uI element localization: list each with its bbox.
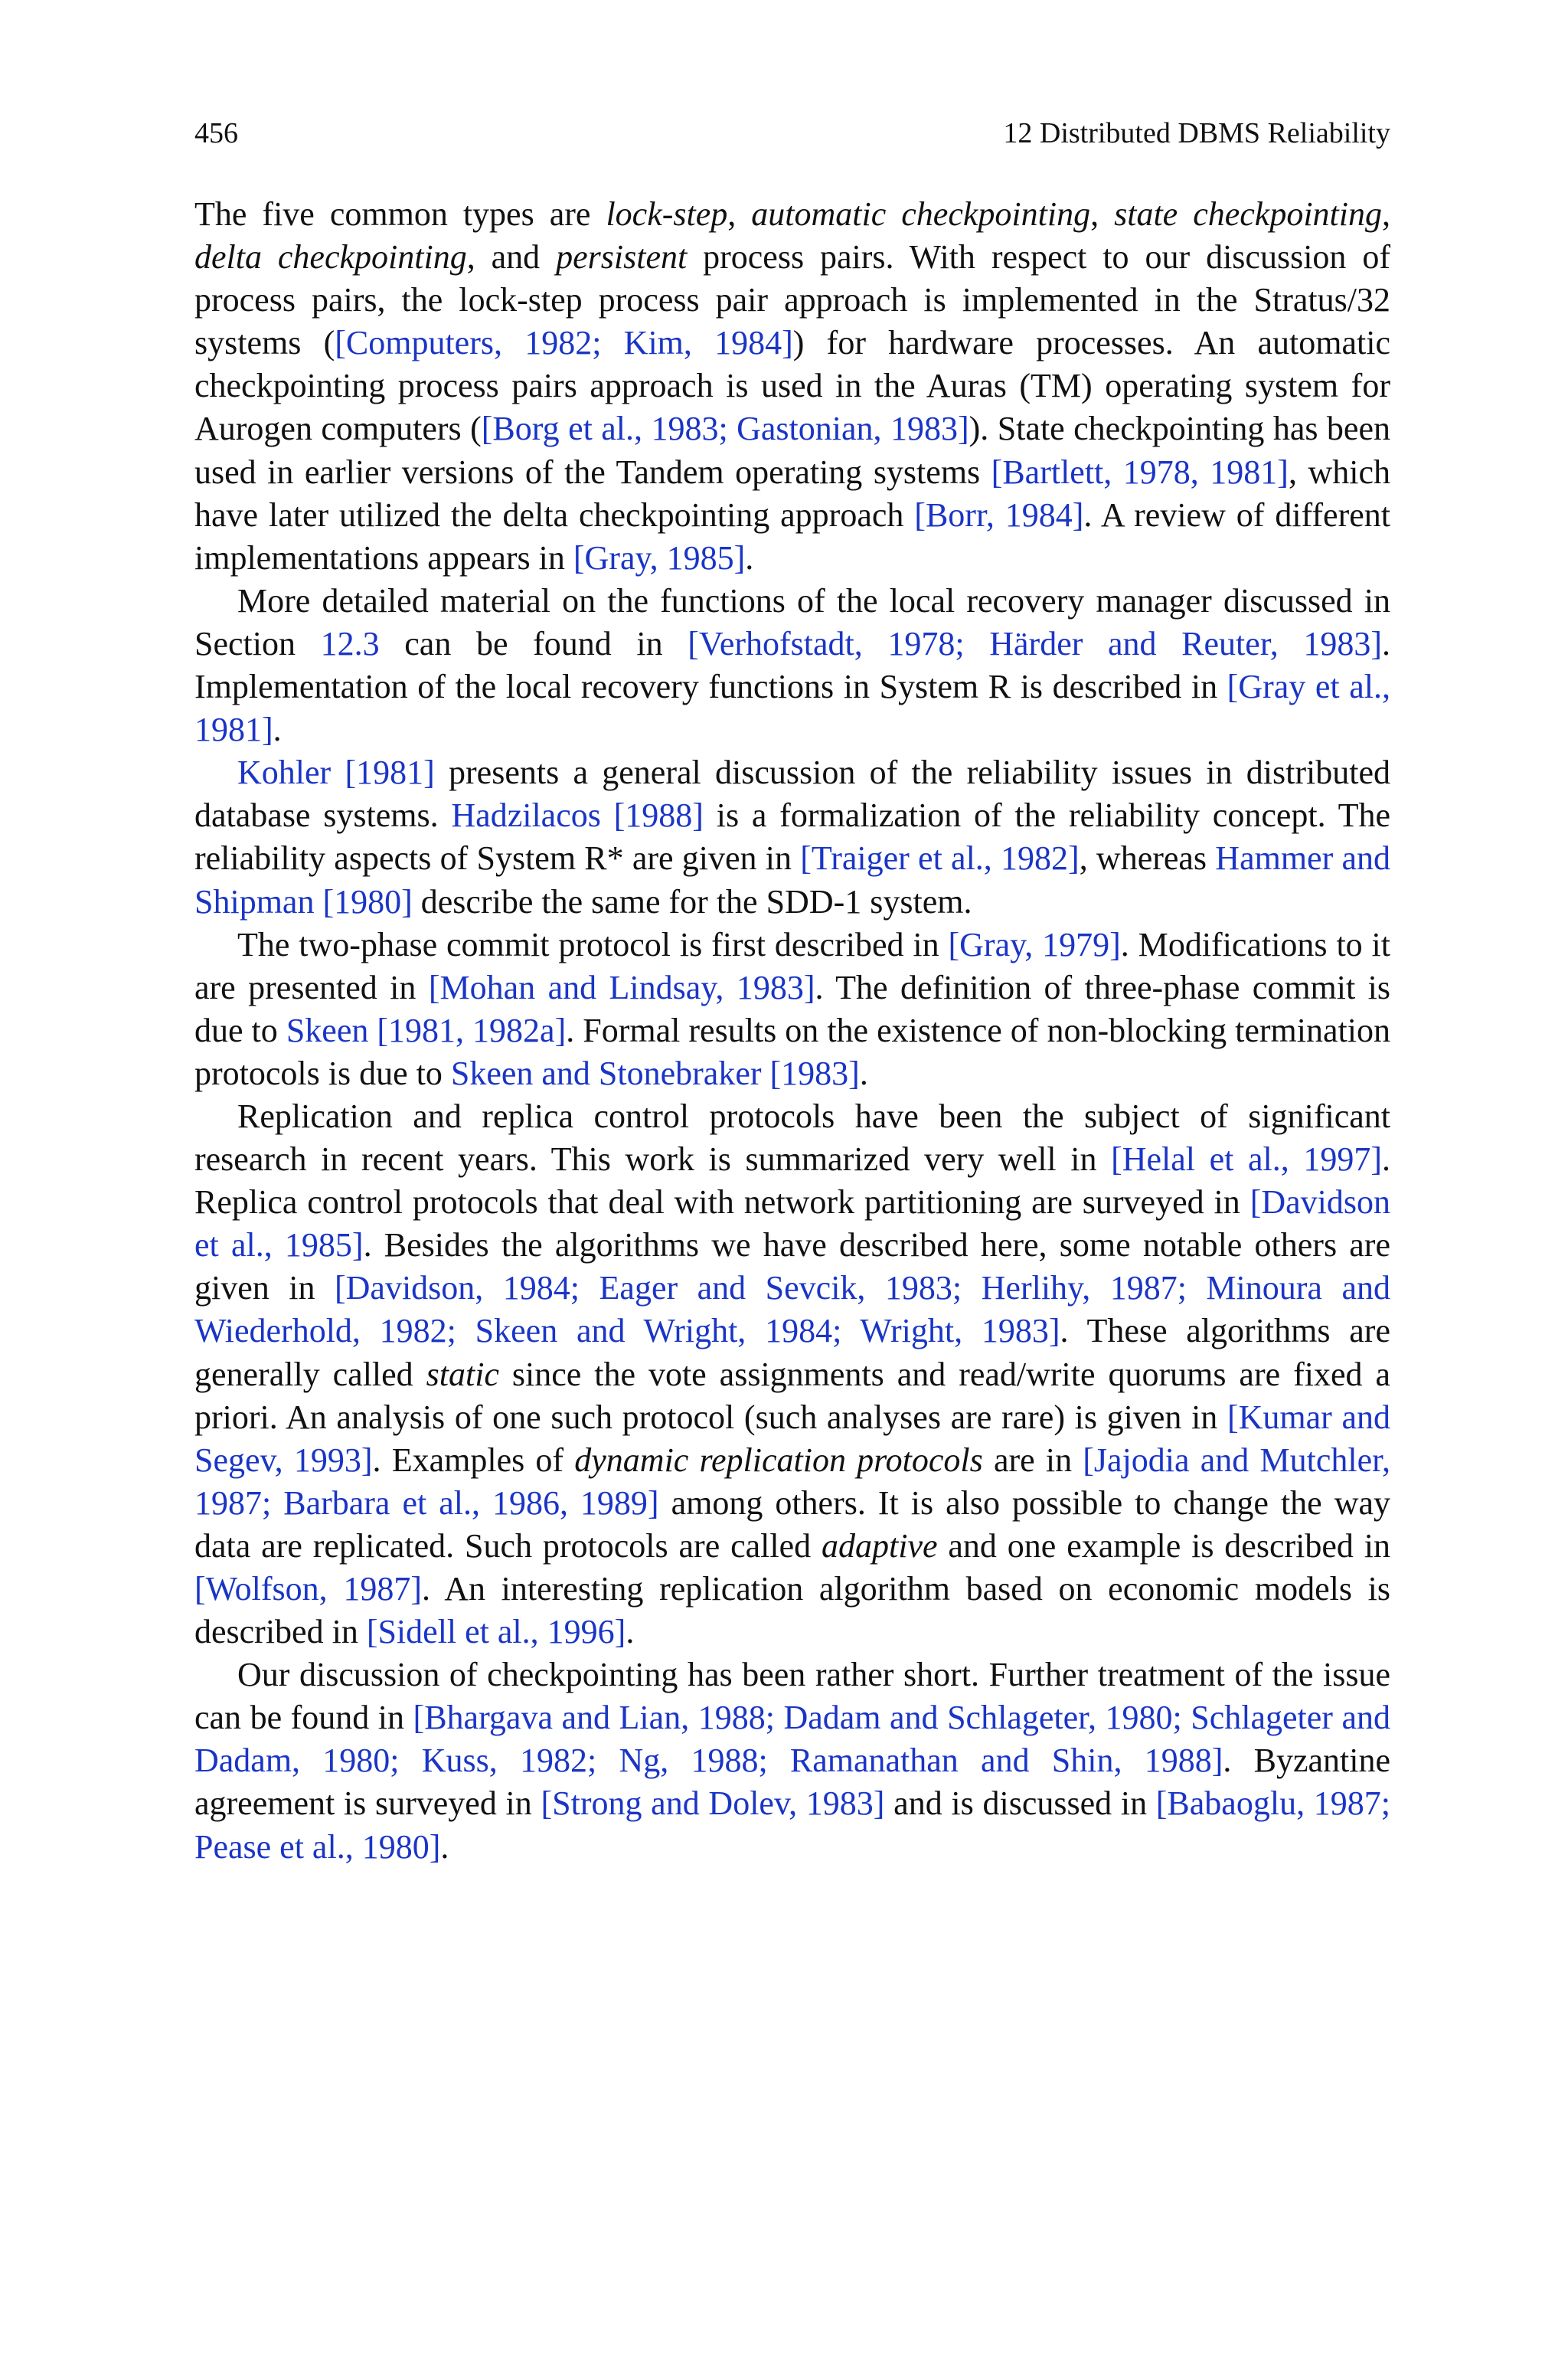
paragraph-6 [194, 1653, 1390, 1868]
text-run: . [273, 711, 282, 749]
text-run: The two-phase commit protocol is first described in [237, 925, 949, 963]
emphasized-text: static [426, 1355, 499, 1393]
text-run: , [1090, 195, 1115, 233]
emphasized-text: dynamic replication protocols [574, 1441, 983, 1479]
paragraph-1 [194, 193, 1390, 580]
citation-link[interactable]: [Borr, 1984] [914, 496, 1084, 534]
text-run: . An interesting replication algorithm based on economic models is described in [194, 1570, 1390, 1651]
text-run: . [440, 1827, 449, 1866]
emphasized-text: lock-step [606, 195, 728, 233]
citation-link[interactable]: [Helal et al., 1997] [1111, 1140, 1382, 1179]
text-run: . A review of different implementations appears in [194, 496, 1390, 577]
citation-link[interactable]: [Gray, 1979] [948, 925, 1121, 963]
text-run: since the vote assignments and read/write quorums are fixed a priori. An analysis of one such protocol (such analyses are rare) is given in [194, 1355, 1390, 1436]
citation-link[interactable]: [Sidell et al., 1996] [366, 1613, 626, 1651]
text-run: . Implementation of the local recovery functions in System R is described in [194, 624, 1390, 706]
text-run: . These algorithms are generally called [194, 1312, 1390, 1393]
citation-link[interactable]: [Davidson, 1984; Eager and Sevcik, 1983; Herlihy, 1987; Minoura and Wiederhold, 1982; Skeen and Wright, 1984; Wright, 1983] [194, 1269, 1390, 1350]
citation-link[interactable]: Hadzilacos [1988] [451, 796, 704, 835]
text-run: . Examples of [372, 1441, 575, 1479]
text-run: . Replica control protocols that deal with network partitioning are surveyed in [194, 1140, 1390, 1222]
text-run: are in [982, 1441, 1083, 1479]
citation-link[interactable]: [Traiger et al., 1982] [800, 839, 1080, 878]
citation-link[interactable]: [Verhofstadt, 1978; Härder and Reuter, 1983] [688, 624, 1382, 662]
book-page [194, 115, 1390, 1869]
citation-link[interactable]: [Mohan and Lindsay, 1983] [428, 968, 815, 1006]
citation-link[interactable]: [Babaoglu, 1987; Pease et al., 1980] [194, 1784, 1390, 1866]
emphasized-text: automatic checkpointing [751, 195, 1091, 233]
emphasized-text: persistent [556, 238, 688, 276]
citation-link[interactable]: [Bartlett, 1978, 1981] [991, 453, 1289, 491]
text-run: is a formalization of the reliability concept. The reliability aspects of System R* are given in [194, 796, 1391, 878]
emphasized-text: state checkpointing [1114, 195, 1382, 233]
running-head [194, 115, 1390, 152]
citation-link[interactable]: [Kumar and Segev, 1993] [194, 1398, 1390, 1479]
citation-link[interactable]: [Jajodia and Mutchler, 1987; Barbara et al., 1986, 1989] [194, 1441, 1390, 1522]
citation-link[interactable]: [Computers, 1982; Kim, 1984] [335, 324, 793, 362]
citation-link[interactable]: [Wolfson, 1987] [194, 1570, 422, 1608]
chapter-title: 12 Distributed DBMS Reliability [1003, 117, 1390, 149]
text-run: . Formal results on the existence of non-blocking termination protocols is due to [194, 1011, 1390, 1092]
text-run: ). State checkpointing has been used in earlier versions of the Tandem operating systems [194, 410, 1390, 491]
text-run: , and [466, 238, 557, 276]
text-run: and one example is described in [937, 1526, 1390, 1565]
text-run: describe the same for the SDD-1 system. [412, 882, 972, 921]
text-run: The five common types are [194, 195, 606, 233]
citation-link[interactable]: [Bhargava and Lian, 1988; Dadam and Schlageter, 1980; Schlageter and Dadam, 1980; Kuss, 1982; Ng, 1988; Ramanathan and Shin, 1988] [194, 1699, 1390, 1780]
text-run: , whereas [1079, 839, 1216, 878]
text-run: . The definition of three-phase commit is due to [194, 968, 1390, 1049]
citation-link[interactable]: Hammer and Shipman [1980] [194, 839, 1390, 921]
page-number: 456 [194, 117, 238, 149]
text-run: can be found in [379, 624, 688, 662]
citation-link[interactable]: [Strong and Dolev, 1983] [541, 1784, 885, 1823]
citation-link[interactable]: [Borg et al., 1983; Gastonian, 1983] [481, 410, 969, 448]
text-run: and is discussed in [884, 1784, 1156, 1823]
citation-link[interactable]: Skeen [1981, 1982a] [286, 1011, 567, 1049]
paragraph-5 [194, 1095, 1390, 1653]
text-run: among others. It is also possible to change the way data are replicated. Such protocols are called [194, 1483, 1391, 1565]
text-run: . [626, 1613, 635, 1651]
text-run: . Modifications to it are presented in [194, 925, 1391, 1006]
citation-link[interactable]: [Gray et al., 1981] [194, 668, 1390, 749]
text-run: , which have later utilized the delta checkpointing approach [194, 453, 1391, 534]
text-run: , [1382, 195, 1390, 233]
paragraph-2 [194, 580, 1390, 751]
text-run: ) for hardware processes. An automatic checkpointing process pairs approach is used in the Auras (TM) operating system for Aurogen computers ( [194, 324, 1390, 448]
citation-link[interactable]: 12.3 [320, 624, 380, 662]
text-run: Replication and replica control protocols have been the subject of significant research in recent years. This work is summarized very well in [194, 1097, 1390, 1179]
text-run: . Byzantine agreement is surveyed in [194, 1742, 1390, 1823]
citation-link[interactable]: Skeen and Stonebraker [1983] [450, 1054, 860, 1092]
text-run: More detailed material on the functions of the local recovery manager discussed in Section [194, 581, 1390, 662]
body-text [194, 193, 1390, 1869]
text-run: process pairs. With respect to our discussion of process pairs, the lock-step process pair approach is implemented in the Stratus/32 systems ( [194, 238, 1390, 362]
text-run: . [745, 538, 754, 577]
paragraph-3 [194, 751, 1390, 923]
paragraph-4 [194, 924, 1390, 1095]
text-run: , [727, 195, 752, 233]
citation-link[interactable]: [Davidson et al., 1985] [194, 1183, 1390, 1264]
text-run: Our discussion of checkpointing has been rather short. Further treatment of the issue can be found in [194, 1656, 1390, 1737]
citation-link[interactable]: Kohler [1981] [237, 754, 435, 792]
emphasized-text: delta checkpointing [194, 238, 467, 276]
citation-link[interactable]: [Gray, 1985] [573, 538, 746, 577]
text-run: presents a general discussion of the reliability issues in distributed database systems. [194, 754, 1390, 835]
text-run: . [859, 1054, 868, 1092]
text-run: . Besides the algorithms we have described here, some notable others are given in [194, 1226, 1390, 1307]
emphasized-text: adaptive [822, 1526, 938, 1565]
